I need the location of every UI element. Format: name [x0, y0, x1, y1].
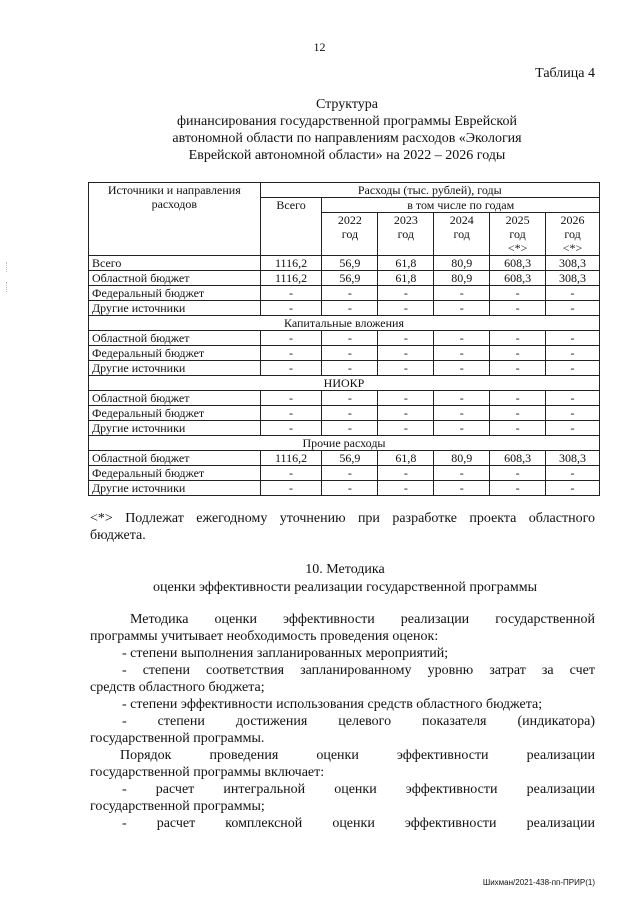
row-value-cell: - — [434, 301, 490, 316]
section-header-row — [89, 316, 600, 331]
row-value-cell: - — [322, 361, 378, 376]
body-line: программы учитывает необходимость проведения оценок: — [90, 629, 439, 644]
row-value-cell: - — [546, 361, 600, 376]
header-year-unit: год — [564, 227, 581, 241]
row-value-cell: 308,3 — [546, 271, 600, 286]
row-total-cell: - — [260, 346, 322, 361]
section-header-cell: НИОКР — [89, 376, 600, 391]
row-label-cell: Другие источники — [89, 481, 261, 496]
row-total-cell: 1116,2 — [260, 256, 322, 271]
row-value-cell: - — [322, 331, 378, 346]
table-row — [89, 466, 600, 481]
row-total-cell: - — [260, 406, 322, 421]
row-total-cell: - — [260, 331, 322, 346]
row-value-cell: 56,9 — [322, 256, 378, 271]
row-value-cell: - — [490, 421, 546, 436]
row-value-cell: - — [546, 421, 600, 436]
body-line: Методика оценки эффективности реализации государственной — [130, 612, 595, 627]
section-title: оценки эффективности реализации государственной программы — [153, 580, 537, 595]
body-line: - расчет комплексной оценки эффективности реализации — [122, 816, 595, 831]
header-year-cell — [322, 213, 378, 256]
header-year-note: <*> — [562, 241, 583, 255]
row-value-cell: - — [546, 406, 600, 421]
row-value-cell: 308,3 — [546, 256, 600, 271]
methodology-text — [90, 611, 595, 832]
table-row — [89, 256, 600, 271]
row-label-cell: Федеральный бюджет — [89, 346, 261, 361]
row-value-cell: - — [434, 286, 490, 301]
body-line: - степени достижения целевого показателя (индикатора) — [122, 714, 595, 729]
row-value-cell: - — [434, 346, 490, 361]
table-label: Таблица 4 — [535, 66, 595, 81]
row-value-cell: - — [490, 481, 546, 496]
header-year-year: 2024 — [449, 213, 474, 227]
row-label-cell: Другие источники — [89, 361, 261, 376]
table-row — [89, 271, 600, 286]
row-label-cell: Другие источники — [89, 301, 261, 316]
row-value-cell: - — [378, 391, 434, 406]
body-line: - степени эффективности использования средств областного бюджета; — [122, 697, 543, 712]
header-year-year: 2023 — [393, 213, 418, 227]
row-value-cell: 80,9 — [434, 256, 490, 271]
row-value-cell: - — [378, 361, 434, 376]
footnote-line: <*> Подлежат ежегодному уточнению при разработке проекта областного — [90, 511, 595, 526]
header-year-year: 2022 — [337, 213, 362, 227]
row-value-cell: - — [546, 286, 600, 301]
table-row — [89, 361, 600, 376]
row-value-cell: - — [490, 406, 546, 421]
row-total-cell: - — [260, 301, 322, 316]
row-value-cell: 80,9 — [434, 271, 490, 286]
row-value-cell: - — [434, 361, 490, 376]
row-value-cell: - — [322, 286, 378, 301]
row-value-cell: - — [322, 421, 378, 436]
row-value-cell: - — [490, 391, 546, 406]
table-row — [89, 481, 600, 496]
table-row — [89, 406, 600, 421]
header-year-cell — [434, 213, 490, 256]
row-label-cell: Областной бюджет — [89, 451, 261, 466]
header-year-unit: год — [509, 227, 526, 241]
row-value-cell: - — [378, 481, 434, 496]
row-value-cell: - — [378, 301, 434, 316]
row-value-cell: - — [378, 466, 434, 481]
table-row — [89, 331, 600, 346]
row-value-cell: - — [322, 301, 378, 316]
table-row — [89, 421, 600, 436]
section-header-cell: Прочие расходы — [89, 436, 600, 451]
table-row — [89, 301, 600, 316]
row-value-cell: - — [434, 406, 490, 421]
row-value-cell: - — [322, 406, 378, 421]
body-line: государственной программы; — [90, 799, 265, 814]
title-line: финансирования государственной программы Еврейской — [176, 114, 518, 129]
row-value-cell: - — [490, 466, 546, 481]
row-label-cell: Федеральный бюджет — [89, 406, 261, 421]
header-incl-cell: в том числе по годам — [322, 198, 600, 213]
row-value-cell: - — [322, 481, 378, 496]
body-line: - расчет интегральной оценки эффективности реализации — [122, 782, 595, 797]
header-year-cell — [546, 213, 600, 256]
row-value-cell: - — [378, 406, 434, 421]
row-value-cell: - — [490, 286, 546, 301]
row-total-cell: - — [260, 286, 322, 301]
section-number: 10. Методика — [305, 562, 385, 577]
section-header-cell: Капитальные вложения — [89, 316, 600, 331]
row-value-cell: - — [546, 466, 600, 481]
table-title — [92, 96, 602, 164]
header-year-note: <*> — [507, 241, 528, 255]
header-year-year: 2026 — [560, 213, 585, 227]
row-value-cell: 56,9 — [322, 451, 378, 466]
table-row — [89, 451, 600, 466]
row-value-cell: - — [378, 331, 434, 346]
table-row — [89, 346, 600, 361]
row-total-cell: - — [260, 361, 322, 376]
row-value-cell: - — [434, 466, 490, 481]
row-value-cell: 608,3 — [490, 271, 546, 286]
body-line: государственной программы. — [90, 731, 265, 746]
body-line: - степени выполнения запланированных мероприятий; — [122, 646, 449, 661]
body-line: Порядок проведения оценки эффективности реализации — [120, 748, 595, 763]
footnote-line: бюджета. — [90, 528, 146, 543]
row-value-cell: - — [378, 286, 434, 301]
row-label-cell: Областной бюджет — [89, 271, 261, 286]
row-value-cell: - — [434, 421, 490, 436]
header-year-unit: год — [397, 227, 415, 241]
row-value-cell: 308,3 — [546, 451, 600, 466]
header-year-unit: год — [341, 227, 359, 241]
title-line: Еврейской автономной области» на 2022 – 2026 годы — [188, 148, 506, 163]
header-year-cell — [490, 213, 546, 256]
row-label-cell: Другие источники — [89, 421, 261, 436]
row-value-cell: 608,3 — [490, 256, 546, 271]
row-total-cell: - — [260, 391, 322, 406]
row-value-cell: - — [546, 301, 600, 316]
row-value-cell: - — [434, 331, 490, 346]
row-value-cell: - — [322, 391, 378, 406]
body-line: средств областного бюджета; — [90, 680, 265, 695]
row-value-cell: - — [490, 331, 546, 346]
row-value-cell: - — [322, 466, 378, 481]
body-line: - степени соответствия запланированному уровню затрат за счет — [122, 663, 595, 678]
document-code: Шихман/2021-438-пп-ПРИР(1) — [482, 878, 595, 887]
scan-margin-mark — [6, 282, 11, 292]
row-label-cell: Федеральный бюджет — [89, 286, 261, 301]
header-row — [89, 183, 600, 198]
row-value-cell: - — [378, 421, 434, 436]
row-value-cell: - — [322, 346, 378, 361]
title-line: Структура — [315, 97, 379, 112]
row-value-cell: - — [434, 391, 490, 406]
row-value-cell: - — [434, 481, 490, 496]
row-value-cell: - — [546, 331, 600, 346]
row-value-cell: 61,8 — [378, 451, 434, 466]
header-expenses-cell: Расходы (тыс. рублей), годы — [260, 183, 599, 198]
table-row — [89, 286, 600, 301]
row-label-cell: Всего — [89, 256, 261, 271]
row-value-cell: - — [490, 301, 546, 316]
row-total-cell: 1116,2 — [260, 271, 322, 286]
row-value-cell: - — [546, 346, 600, 361]
row-label-cell: Областной бюджет — [89, 331, 261, 346]
financing-table — [88, 182, 600, 496]
row-value-cell: 56,9 — [322, 271, 378, 286]
scan-margin-mark — [6, 262, 11, 272]
body-line: государственной программы включает: — [90, 765, 325, 780]
row-total-cell: 1116,2 — [260, 451, 322, 466]
row-value-cell: - — [546, 481, 600, 496]
row-value-cell: 61,8 — [378, 256, 434, 271]
row-total-cell: - — [260, 421, 322, 436]
row-value-cell: 80,9 — [434, 451, 490, 466]
row-value-cell: 608,3 — [490, 451, 546, 466]
header-year-year: 2025 — [505, 213, 530, 227]
header-total-cell: Всего — [260, 198, 322, 256]
header-year-cell — [378, 213, 434, 256]
row-value-cell: - — [490, 361, 546, 376]
header-year-unit: год — [453, 227, 470, 241]
section-header-row — [89, 436, 600, 451]
row-total-cell: - — [260, 481, 322, 496]
section-header-row — [89, 376, 600, 391]
row-value-cell: - — [490, 346, 546, 361]
table-row — [89, 391, 600, 406]
footnote — [90, 510, 595, 544]
row-label-cell: Федеральный бюджет — [89, 466, 261, 481]
row-value-cell: 61,8 — [378, 271, 434, 286]
row-value-cell: - — [546, 391, 600, 406]
row-value-cell: - — [378, 346, 434, 361]
header-sources-cell: Источники и направления расходов — [89, 183, 261, 256]
row-label-cell: Областной бюджет — [89, 391, 261, 406]
page-number: 12 — [313, 40, 326, 54]
title-line: автономной области по направлениям расходов «Экология — [172, 131, 522, 146]
row-total-cell: - — [260, 466, 322, 481]
